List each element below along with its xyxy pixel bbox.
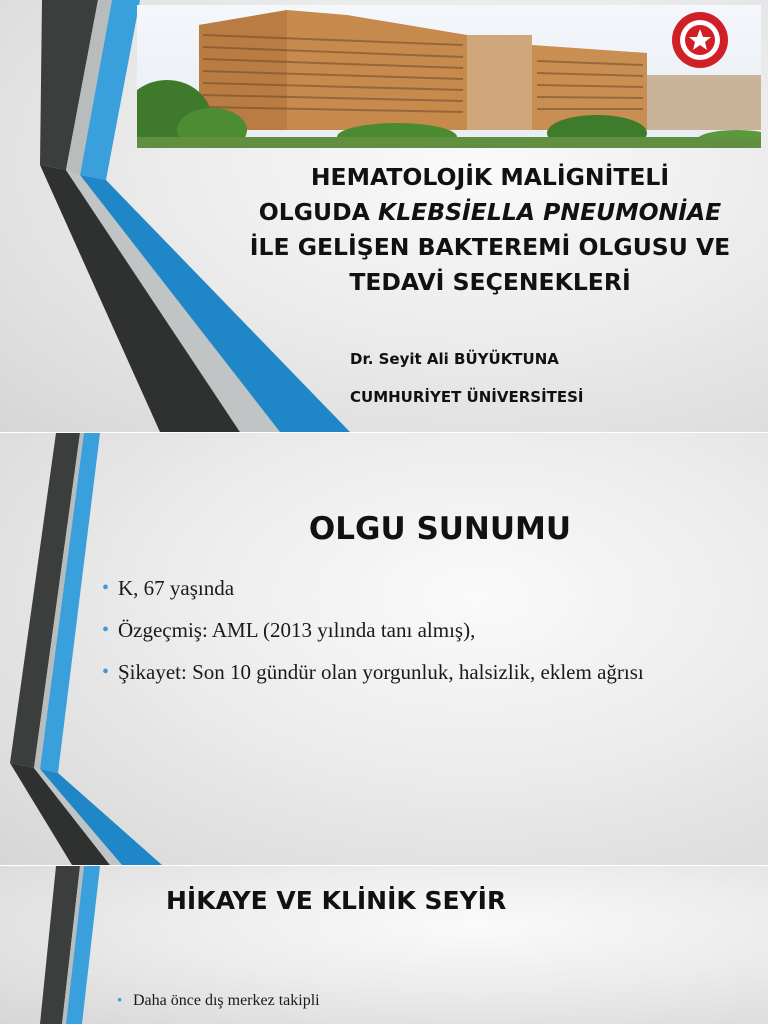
bullet-icon: • bbox=[102, 619, 110, 641]
bullet-text: K, 67 yaşında bbox=[118, 576, 235, 600]
list-item bbox=[100, 615, 720, 645]
bullet-text: Özgeçmiş: AML (2013 yılında tanı almış), bbox=[118, 618, 476, 642]
case-bullet-list bbox=[100, 573, 720, 699]
title-line-3: İLE GELİŞEN BAKTEREMİ OLGUSU VE bbox=[249, 233, 731, 261]
bullet-icon: • bbox=[102, 577, 110, 599]
slide-3-title: HİKAYE VE KLİNİK SEYİR bbox=[166, 886, 507, 915]
bullet-text: Şikayet: Son 10 gündür olan yorgunluk, halsizlik, eklem ağrısı bbox=[118, 660, 644, 684]
institution-name: CUMHURİYET ÜNİVERSİTESİ bbox=[350, 388, 584, 406]
bullet-icon: • bbox=[102, 661, 110, 683]
list-item bbox=[100, 657, 720, 687]
list-item bbox=[100, 573, 720, 603]
list-item bbox=[115, 986, 320, 1016]
slide-title-text bbox=[200, 160, 768, 300]
title-line-2 bbox=[200, 195, 768, 230]
bullet-text: Daha önce dış merkez takipli bbox=[133, 992, 320, 1009]
title-line-2-normal: OLGUDA bbox=[258, 198, 370, 226]
hospital-photo bbox=[137, 5, 761, 148]
author-name: Dr. Seyit Ali BÜYÜKTUNA bbox=[350, 350, 559, 368]
history-bullet-list bbox=[115, 986, 320, 1016]
bullet-icon: • bbox=[117, 993, 123, 1009]
title-line-2-italic: KLEBSİELLA PNEUMONİAE bbox=[377, 198, 722, 226]
title-line-1: HEMATOLOJİK MALİGNİTELİ bbox=[310, 163, 670, 191]
university-logo bbox=[672, 12, 728, 68]
slide-2-title: OLGU SUNUMU bbox=[308, 511, 572, 547]
slide-case-presentation bbox=[0, 433, 768, 865]
slide-history bbox=[0, 866, 768, 1024]
title-line-4: TEDAVİ SEÇENEKLERİ bbox=[349, 268, 631, 296]
slide-title bbox=[0, 0, 768, 432]
